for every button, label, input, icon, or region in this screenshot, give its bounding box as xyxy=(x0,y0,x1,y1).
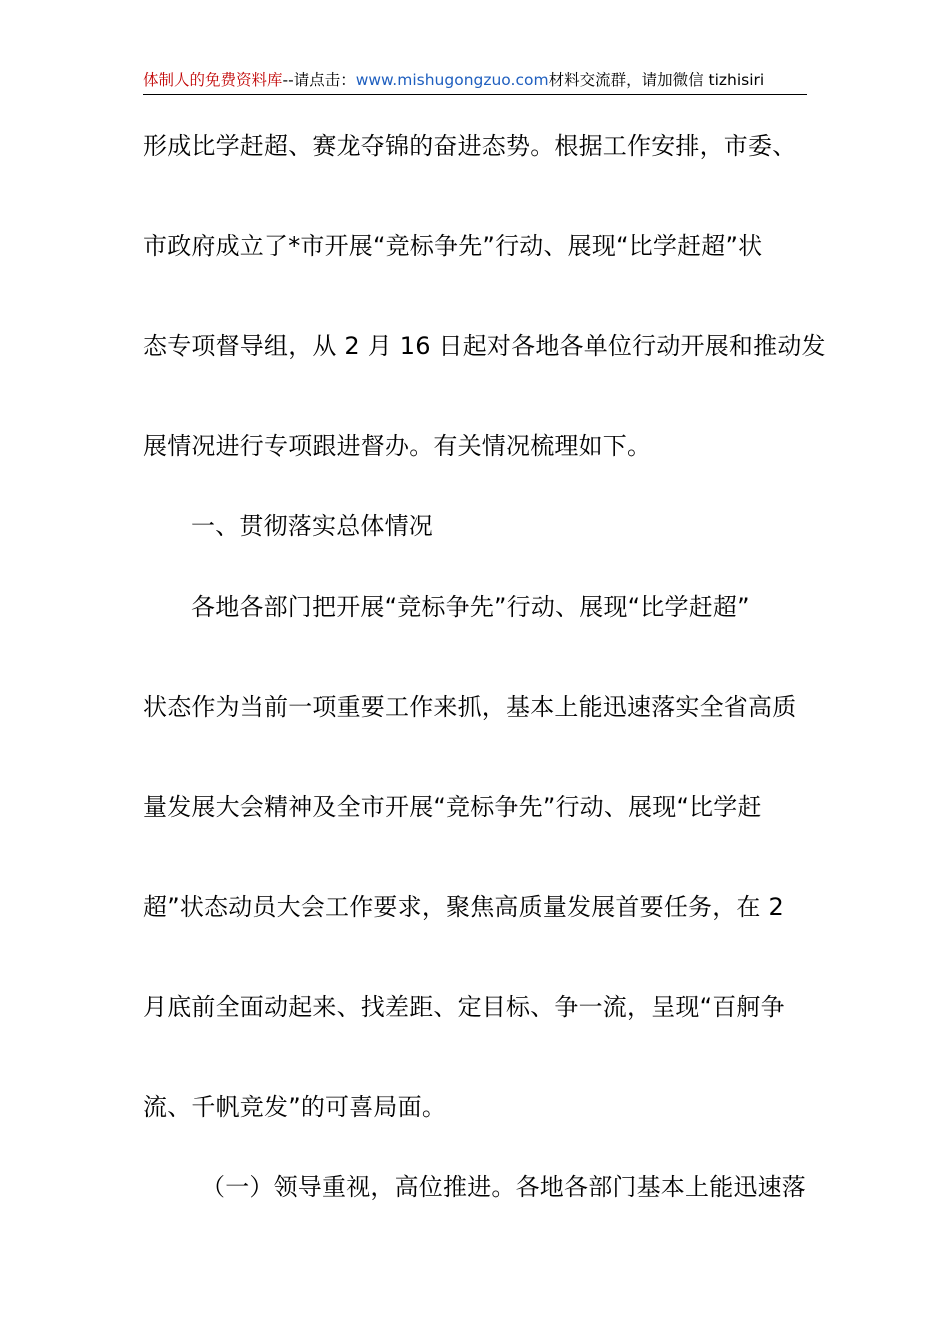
paragraph-line: 流、千帆竞发”的可喜局面。 xyxy=(143,1093,447,1121)
paragraph-line: 形成比学赶超、赛龙夺锦的奋进态势。根据工作安排，市委、 xyxy=(143,132,797,160)
subsection-heading: （一）领导重视，高位推进。各地各部门基本上能迅速落 xyxy=(201,1173,806,1201)
paragraph-line: 月底前全面动起来、找差距、定目标、争一流，呈现“百舸争 xyxy=(143,993,785,1021)
paragraph-line: 展情况进行专项跟进督办。有关情况梳理如下。 xyxy=(143,432,652,460)
paragraph-line: 超”状态动员大会工作要求，聚焦高质量发展首要任务，在 2 xyxy=(143,893,784,921)
paragraph-line: 态专项督导组，从 2 月 16 日起对各地各单位行动开展和推动发 xyxy=(143,332,826,360)
paragraph-line: 状态作为当前一项重要工作来抓，基本上能迅速落实全省高质 xyxy=(143,693,797,721)
page-header xyxy=(143,68,807,95)
header-url-link[interactable]: www.mishugongzuo.com xyxy=(355,71,549,89)
paragraph-line: 市政府成立了*市开展“竞标争先”行动、展现“比学赶超”状 xyxy=(143,232,763,260)
header-prompt: --请点击： xyxy=(282,71,356,89)
section-heading: 一、贯彻落实总体情况 xyxy=(191,512,433,540)
paragraph-line: 各地各部门把开展“竞标争先”行动、展现“比学赶超” xyxy=(191,593,750,621)
header-brand[interactable]: 体制人的免费资料库 xyxy=(143,71,283,89)
paragraph-line: 量发展大会精神及全市开展“竞标争先”行动、展现“比学赶 xyxy=(143,793,762,821)
header-note: 材料交流群，请加微信 tizhisiri xyxy=(548,71,765,89)
